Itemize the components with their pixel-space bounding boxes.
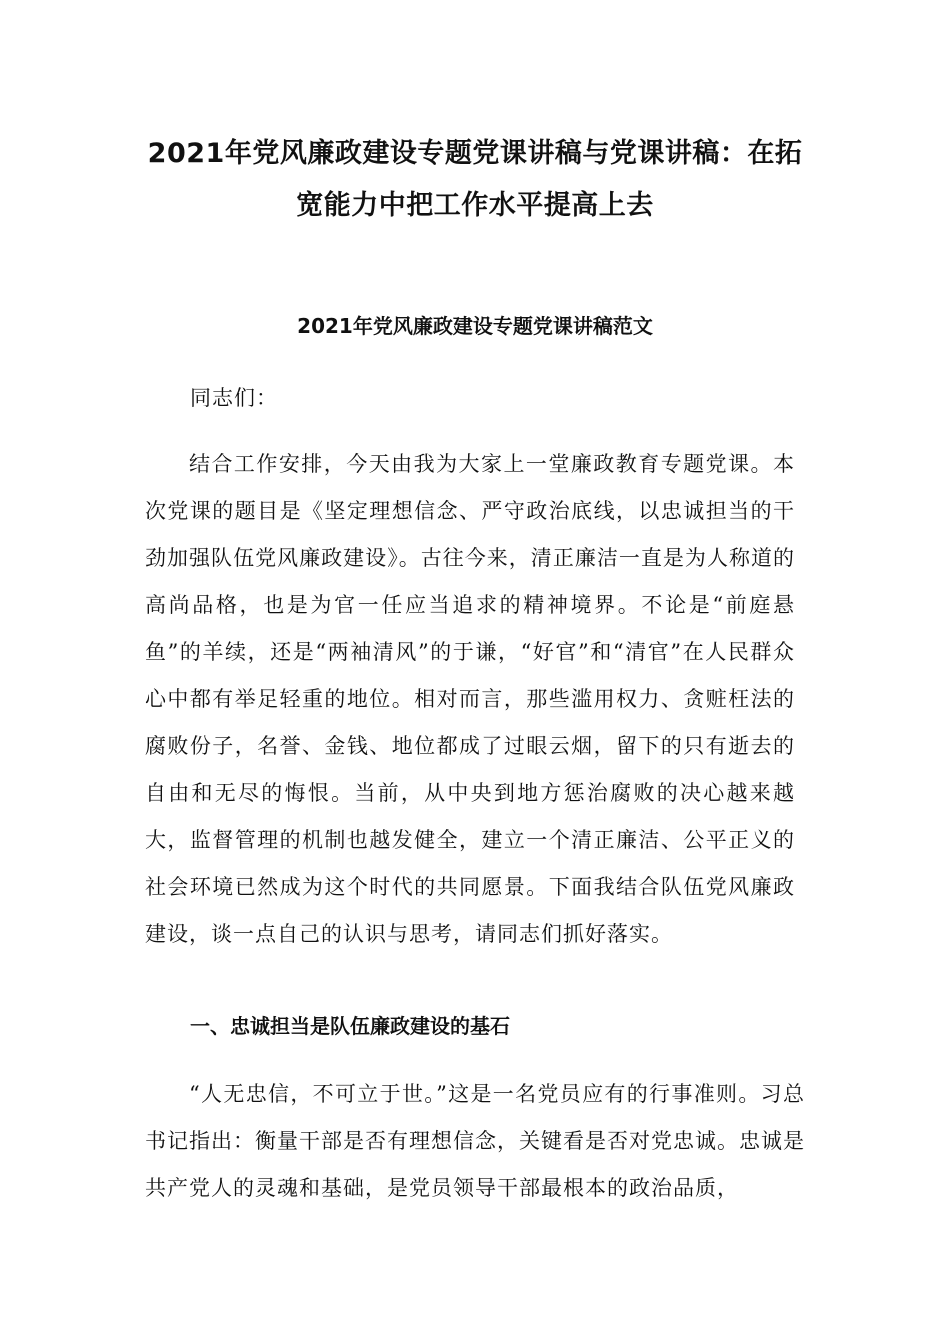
greeting: 同志们： bbox=[190, 386, 278, 410]
paragraph-1: 结合工作安排，今天由我为大家上一堂廉政教育专题党课。本次党课的题目是《坚定理想信念、严守政治底线，以忠诚担当的干劲加强队伍党风廉政建设》。古往今来，清正廉洁一直是为人称道的高尚品格，也是为官一任应当追求的精神境界。不论是“前庭悬鱼”的羊续，还是“两袖清风”的于谦，“好官”和“清官”在人民群众心中都有举足轻重的地位。相对而言，那些滥用权力、贪赃枉法的腐败份子，名誉、金钱、地位都成了过眼云烟，留下的只有逝去的自由和无尽的悔恨。当前，从中央到地方惩治腐败的决心越来越大，监督管理的机制也越发健全，建立一个清正廉洁、公平正义的社会环境已然成为这个时代的共同愿景。下面我结合队伍党风廉政建设，谈一点自己的认识与思考，请同志们抓好落实。 bbox=[145, 452, 795, 946]
document-subtitle: 2021年党风廉政建设专题党课讲稿范文 bbox=[297, 314, 653, 338]
paragraph-2: “人无忠信，不可立于世。”这是一名党员应有的行事准则。习总书记指出：衡量干部是否有理想信念，关键看是否对党忠诚。忠诚是共产党人的灵魂和基础，是党员领导干部最根本的政治品质， bbox=[145, 1082, 805, 1200]
document-title: 2021年党风廉政建设专题党课讲稿与党课讲稿：在拓宽能力中把工作水平提高上去 bbox=[147, 138, 803, 221]
section-heading-1: 一、忠诚担当是队伍廉政建设的基石 bbox=[190, 1014, 510, 1038]
